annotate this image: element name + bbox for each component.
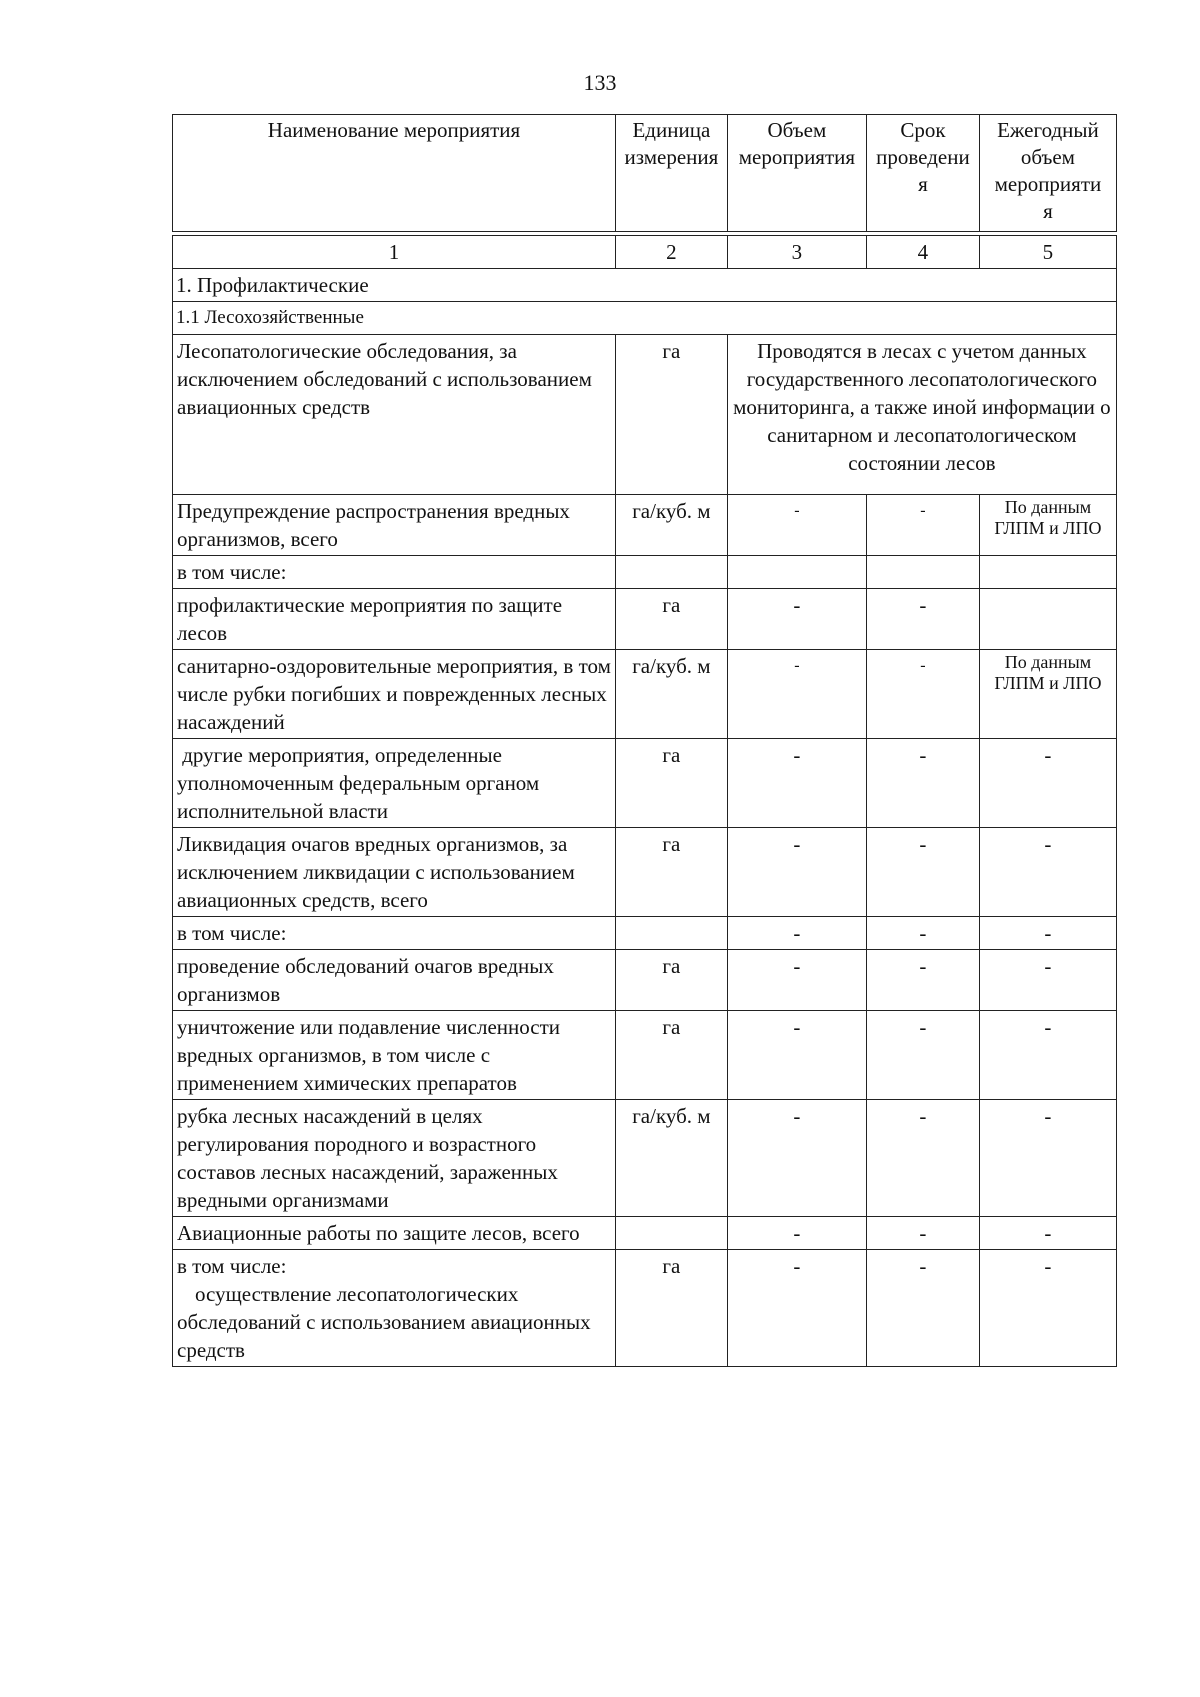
table-row	[173, 950, 1117, 1011]
row-annual	[979, 589, 1116, 650]
table-row	[173, 1100, 1117, 1217]
row-name: уничтожение или подавление численности вредных организмов, в том числе с применением химических препаратов	[173, 1011, 616, 1100]
row-merged-note: Проводятся в лесах с учетом данных государственного лесопатологического мониторинга, а также иной информации о санитарном и лесопатологическом состоянии лесов	[727, 335, 1116, 495]
page-number: 133	[583, 70, 617, 95]
row-volume: -	[727, 1100, 866, 1217]
row-name: Авиационные работы по защите лесов, всего	[173, 1217, 616, 1250]
row-volume: -	[727, 589, 866, 650]
row-volume: -	[727, 828, 866, 917]
header-measure-name: Наименование мероприятия	[173, 115, 616, 232]
column-number: 3	[727, 236, 866, 269]
row-annual: -	[979, 1011, 1116, 1100]
row-volume: -	[727, 495, 866, 556]
table-row	[173, 589, 1117, 650]
row-name: Ликвидация очагов вредных организмов, за исключением ликвидации с использованием авиационных средств, всего	[173, 828, 616, 917]
header-annual-line2: объем	[1020, 145, 1075, 169]
row-name: в том числе:	[173, 917, 616, 950]
row-term: -	[867, 650, 980, 739]
row-volume: -	[727, 739, 866, 828]
row-volume	[727, 556, 866, 589]
table-row	[173, 1217, 1117, 1250]
row-annual: -	[979, 1250, 1116, 1367]
row-term: -	[867, 739, 980, 828]
header-annual-line3: мероприяти	[994, 172, 1102, 196]
row-unit: га	[615, 828, 727, 917]
row-annual: -	[979, 1217, 1116, 1250]
row-unit: га	[615, 589, 727, 650]
row-name: профилактические мероприятия по защите лесов	[173, 589, 616, 650]
header-annual-line1: Ежегодный	[997, 118, 1099, 142]
row-term: -	[867, 1250, 980, 1367]
row-volume: -	[727, 950, 866, 1011]
section-row	[173, 269, 1117, 302]
table-row	[173, 1011, 1117, 1100]
table-header-row	[173, 115, 1117, 232]
row-volume: -	[727, 1217, 866, 1250]
row-name-line2: осуществление лесопатологических обследований с использованием авиационных средств	[177, 1282, 591, 1362]
row-name: рубка лесных насаждений в целях регулирования породного и возрастного составов лесных насаждений, зараженных вредными организмами	[173, 1100, 616, 1217]
header-volume	[727, 115, 866, 232]
row-annual	[979, 556, 1116, 589]
subsection-title: 1.1 Лесохозяйственные	[173, 302, 1117, 335]
table-row	[173, 1250, 1117, 1367]
header-term	[867, 115, 980, 232]
row-term: -	[867, 828, 980, 917]
row-volume: -	[727, 1250, 866, 1367]
row-unit	[615, 917, 727, 950]
row-term: -	[867, 950, 980, 1011]
row-name: санитарно-оздоровительные мероприятия, в том числе рубки погибших и поврежденных лесных насаждений	[173, 650, 616, 739]
row-annual: По данным ГЛПМ и ЛПО	[979, 495, 1116, 556]
row-unit: га	[615, 1011, 727, 1100]
row-annual: По данным ГЛПМ и ЛПО	[979, 650, 1116, 739]
row-unit	[615, 1217, 727, 1250]
table-row	[173, 650, 1117, 739]
table-row	[173, 556, 1117, 589]
row-name: Предупреждение распространения вредных организмов, всего	[173, 495, 616, 556]
row-term: -	[867, 1217, 980, 1250]
section-title: 1. Профилактические	[173, 269, 1117, 302]
row-unit: га/куб. м	[615, 495, 727, 556]
table-row	[173, 828, 1117, 917]
header-volume-line2: мероприятия	[738, 145, 856, 169]
row-unit: га/куб. м	[615, 1100, 727, 1217]
row-volume: -	[727, 650, 866, 739]
row-volume: -	[727, 1011, 866, 1100]
row-term: -	[867, 589, 980, 650]
column-number: 1	[173, 236, 616, 269]
column-number-row	[173, 236, 1117, 269]
row-name: проведение обследований очагов вредных организмов	[173, 950, 616, 1011]
row-unit: га/куб. м	[615, 650, 727, 739]
table-row	[173, 335, 1117, 495]
header-term-line3: я	[918, 172, 928, 196]
row-name: в том числе:	[173, 556, 616, 589]
row-name: Лесопатологические обследования, за исключением обследований с использованием авиационных средств	[173, 335, 616, 495]
row-annual: -	[979, 739, 1116, 828]
row-unit: га	[615, 739, 727, 828]
row-annual: -	[979, 950, 1116, 1011]
table-row	[173, 495, 1117, 556]
row-annual: -	[979, 917, 1116, 950]
header-term-line1: Срок	[900, 118, 946, 142]
row-unit: га	[615, 1250, 727, 1367]
header-unit-line1: Единица	[632, 118, 711, 142]
subsection-row	[173, 302, 1117, 335]
table-row	[173, 917, 1117, 950]
table-row	[173, 739, 1117, 828]
header-annual	[979, 115, 1116, 232]
row-annual: -	[979, 1100, 1116, 1217]
row-term	[867, 556, 980, 589]
header-volume-line1: Объем	[767, 118, 827, 142]
row-annual: -	[979, 828, 1116, 917]
row-term: -	[867, 495, 980, 556]
header-annual-line4: я	[1043, 199, 1053, 223]
column-number: 4	[867, 236, 980, 269]
row-name	[173, 1250, 616, 1367]
column-number: 5	[979, 236, 1116, 269]
column-number: 2	[615, 236, 727, 269]
header-unit-line2: измерения	[624, 145, 719, 169]
row-name-line1: в том числе:	[177, 1254, 287, 1278]
row-term: -	[867, 1100, 980, 1217]
row-term: -	[867, 1011, 980, 1100]
row-unit	[615, 556, 727, 589]
measures-table	[172, 114, 1117, 1367]
row-volume: -	[727, 917, 866, 950]
row-unit: га	[615, 335, 727, 495]
row-name: другие мероприятия, определенные уполномоченным федеральным органом исполнительной власти	[173, 739, 616, 828]
row-term: -	[867, 917, 980, 950]
header-term-line2: проведени	[876, 145, 970, 169]
row-unit: га	[615, 950, 727, 1011]
header-unit	[615, 115, 727, 232]
